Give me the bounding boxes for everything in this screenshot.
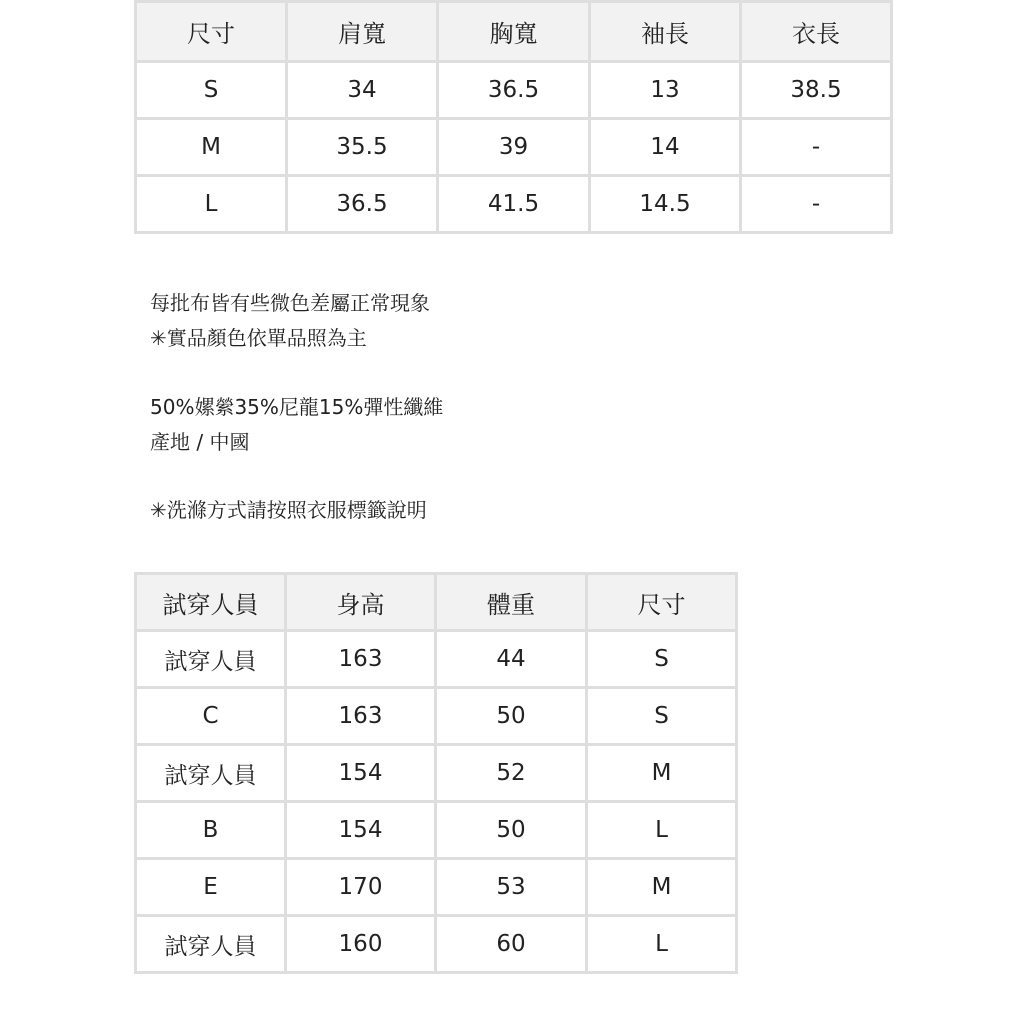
table-cell: 試穿人員	[136, 916, 286, 973]
table-cell: 試穿人員	[136, 631, 286, 688]
table-row	[136, 119, 892, 176]
table-cell: E	[136, 859, 286, 916]
size-chart-table	[134, 0, 893, 234]
table-cell: M	[587, 745, 737, 802]
fit-table-header-model: 試穿人員	[136, 574, 286, 631]
care-notes	[150, 493, 427, 528]
table-cell: M	[587, 859, 737, 916]
table-cell: 154	[286, 745, 436, 802]
color-notes	[150, 286, 430, 356]
size-chart-header-chest: 胸寬	[438, 2, 590, 62]
table-cell: 試穿人員	[136, 745, 286, 802]
table-cell: 36.5	[287, 176, 438, 233]
material-composition: 50%嫘縈35%尼龍15%彈性纖維	[150, 395, 444, 419]
size-chart-header-row	[136, 2, 892, 62]
fit-table-header-size: 尺寸	[587, 574, 737, 631]
table-row	[136, 745, 737, 802]
fit-table-header-row	[136, 574, 737, 631]
table-cell: C	[136, 688, 286, 745]
table-cell: -	[741, 176, 892, 233]
table-cell: M	[136, 119, 287, 176]
table-cell: 36.5	[438, 62, 590, 119]
table-cell: 50	[436, 688, 587, 745]
table-row	[136, 802, 737, 859]
color-variance-note: 每批布皆有些微色差屬正常現象	[150, 291, 430, 315]
table-row	[136, 62, 892, 119]
table-cell: 163	[286, 688, 436, 745]
color-reference-note: ✳實品顏色依單品照為主	[150, 326, 367, 350]
table-cell: 60	[436, 916, 587, 973]
table-row	[136, 859, 737, 916]
table-cell: 35.5	[287, 119, 438, 176]
material-notes	[150, 390, 443, 460]
table-cell: 52	[436, 745, 587, 802]
table-row	[136, 916, 737, 973]
table-cell: 13	[590, 62, 741, 119]
table-cell: 50	[436, 802, 587, 859]
table-cell: B	[136, 802, 286, 859]
size-chart-header-size: 尺寸	[136, 2, 287, 62]
table-row	[136, 176, 892, 233]
table-cell: S	[587, 688, 737, 745]
table-cell: 160	[286, 916, 436, 973]
size-chart-header-sleeve: 袖長	[590, 2, 741, 62]
table-cell: S	[587, 631, 737, 688]
table-cell: 44	[436, 631, 587, 688]
table-cell: S	[136, 62, 287, 119]
fit-model-table	[134, 572, 738, 974]
table-cell: 53	[436, 859, 587, 916]
table-cell: 14	[590, 119, 741, 176]
table-row	[136, 688, 737, 745]
table-cell: 170	[286, 859, 436, 916]
table-cell: -	[741, 119, 892, 176]
table-cell: L	[136, 176, 287, 233]
table-cell: 163	[286, 631, 436, 688]
size-chart-header-shoulder: 肩寬	[287, 2, 438, 62]
table-row	[136, 631, 737, 688]
table-cell: 154	[286, 802, 436, 859]
table-cell: 34	[287, 62, 438, 119]
size-chart-header-length: 衣長	[741, 2, 892, 62]
fit-table-header-weight: 體重	[436, 574, 587, 631]
table-cell: 39	[438, 119, 590, 176]
fit-table-header-height: 身高	[286, 574, 436, 631]
table-cell: 38.5	[741, 62, 892, 119]
table-cell: 41.5	[438, 176, 590, 233]
table-cell: L	[587, 916, 737, 973]
table-cell: 14.5	[590, 176, 741, 233]
washing-note: ✳洗滌方式請按照衣服標籤說明	[150, 498, 427, 522]
origin-note: 產地 / 中國	[150, 430, 250, 454]
table-cell: L	[587, 802, 737, 859]
